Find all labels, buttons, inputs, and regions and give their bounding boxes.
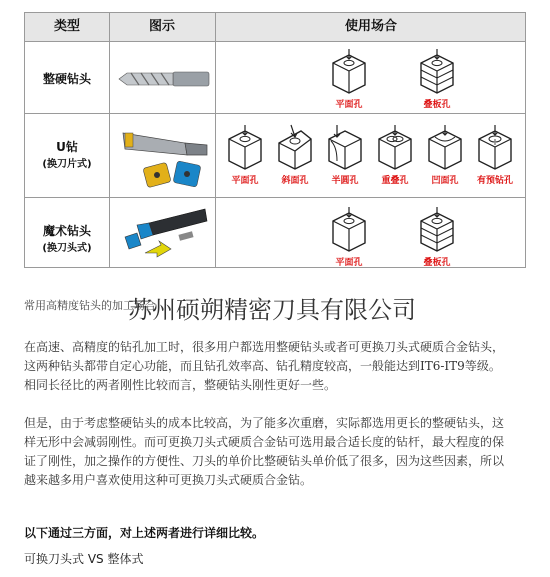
comparison-heading: 可换刀头式 VS 整体式 <box>24 552 144 566</box>
usage-flat-hole-1: 平面孔 <box>325 47 373 111</box>
row-magic-drill-type <box>25 223 109 257</box>
u-drill-subtitle: (换刀片式) <box>42 159 92 170</box>
u-drill-illustration <box>115 119 211 197</box>
usage-concave-hole: 凹面孔 <box>421 123 469 187</box>
row-solid-drill-type: 整硬钻头 <box>42 72 91 86</box>
table-header-row <box>25 13 525 42</box>
usage-flat-hole-2: 平面孔 <box>221 123 269 187</box>
paragraph-2: 但是，由于考虑整硬钻头的成本比较高，为了能多次重磨，实际都选用更长的整硬钻头，这样无形中会减弱刚性。而可更换刀头式硬质合金钻可选用最合适长度的钻杆，最大程度的保证了刚性，加之操作的方便性、刀头的单价比整硬钻头单价低了很多，因为这些因素，所以越来越多用户喜欢使用这种可更换刀头式硬质合金钻。 <box>24 416 505 487</box>
usage-stacked-plate-hole-1: 叠板孔 <box>413 47 461 111</box>
magic-drill-subtitle: (换刀头式) <box>42 243 92 254</box>
usage-flat-hole-3: 平面孔 <box>325 205 373 269</box>
usage-half-round-hole: 半圆孔 <box>321 123 369 187</box>
company-watermark: 苏州硕朔精密刀具有限公司 <box>128 296 416 324</box>
header-illustration: 图示 <box>148 19 175 34</box>
u-drill-name: U钻 <box>56 140 78 154</box>
usage-inclined-hole: 斜面孔 <box>271 123 319 187</box>
header-type: 类型 <box>53 19 80 34</box>
usage-stacked-plate-hole-2: 叠板孔 <box>413 205 461 269</box>
header-usage: 使用场合 <box>344 19 397 34</box>
magic-drill-illustration <box>115 203 211 271</box>
paragraph-1: 在高速、高精度的钻孔加工时，很多用户都选用整硬钻头或者可更换刀头式硬质合金钻头，这两种钻头都带自定心功能，而且钻孔效率高、钻孔精度较高，一般能达到IT6-IT9等级。相同长径比的两者刚性比较而言，整硬钻头刚性更好一些。 <box>24 340 505 392</box>
usage-overlapping-hole: 重叠孔 <box>371 123 419 187</box>
comparison-intro: 以下通过三方面，对上述两者进行详细比较。 <box>24 526 265 540</box>
magic-drill-name: 魔术钻头 <box>42 224 91 238</box>
table-caption: 常用高精度钻头的加工场合 <box>24 299 156 312</box>
usage-pre-drilled-hole: 有预钻孔 <box>471 123 519 187</box>
solid-drill-illustration <box>115 67 211 95</box>
drill-comparison-table <box>24 12 526 268</box>
row-u-drill-type <box>25 139 109 173</box>
